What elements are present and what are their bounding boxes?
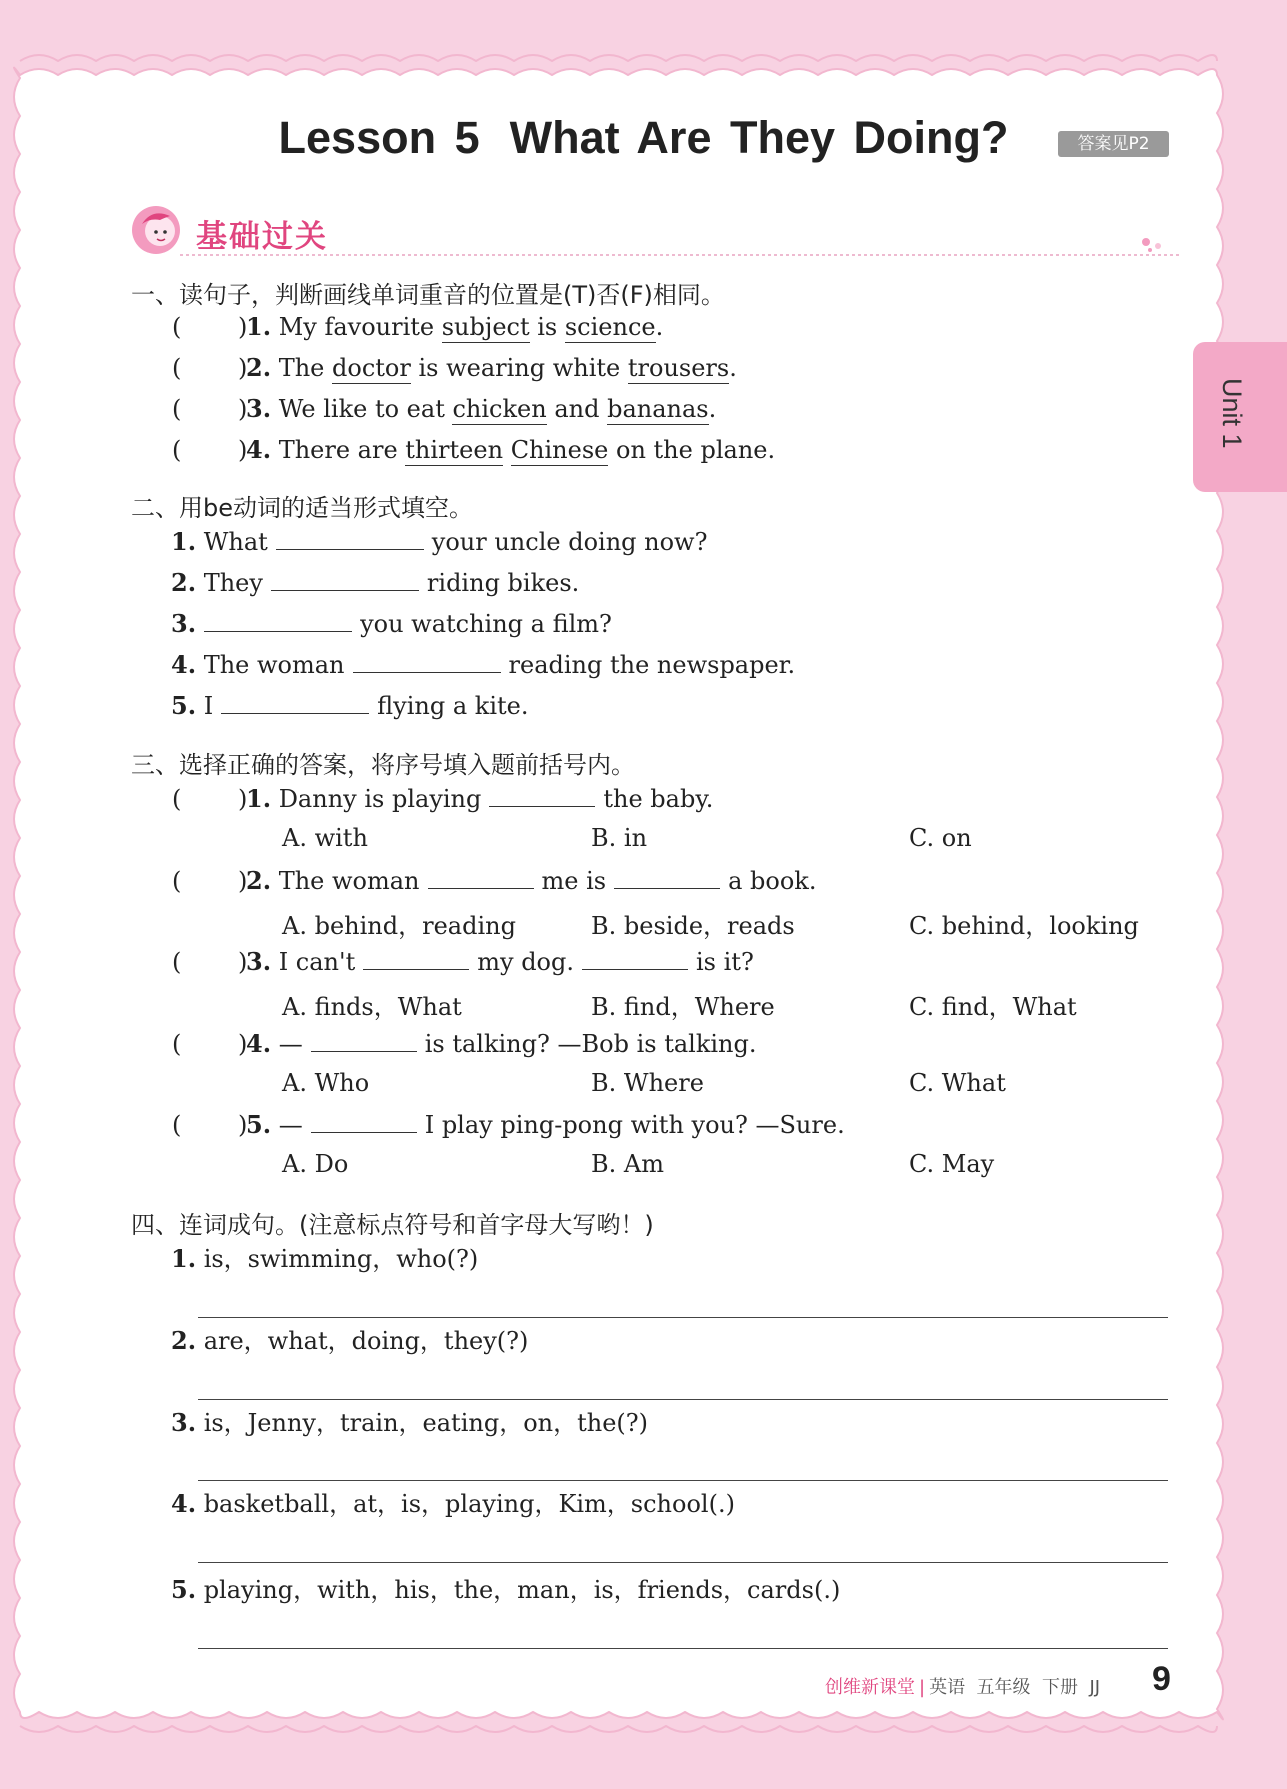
q3-item-2-paren-right: ) <box>238 867 248 895</box>
underlined-word: trousers <box>627 354 730 382</box>
q4-item <box>171 1325 528 1357</box>
answer-writing-line[interactable] <box>198 1562 1168 1563</box>
item-number: 5. <box>171 1575 197 1604</box>
sentence-text: The <box>271 354 332 382</box>
sentence-text: is talking? —Bob is talking. <box>424 1030 757 1058</box>
choice-option[interactable]: B. Where <box>591 1069 704 1097</box>
choice-option[interactable]: B. in <box>591 824 648 852</box>
item-number: 2. <box>246 866 272 895</box>
choice-option[interactable]: A. finds，What <box>282 993 462 1021</box>
item-number: 5. <box>171 691 197 720</box>
q3-item-4-answer-box[interactable] <box>184 1030 234 1060</box>
answer-writing-line[interactable] <box>198 1648 1168 1649</box>
choice-blank[interactable] <box>582 947 688 970</box>
q3-item <box>246 865 816 897</box>
item-number: 2. <box>246 353 272 382</box>
sentence-text: — <box>271 1030 303 1058</box>
item-number: 5. <box>246 1110 272 1139</box>
scrambled-words: is，Jenny，train，eating，on，the(?) <box>196 1409 648 1437</box>
sentence-text: What <box>196 528 268 556</box>
fill-blank[interactable] <box>276 527 424 550</box>
choice-option[interactable]: C. behind，looking <box>909 912 1139 940</box>
item-number: 3. <box>171 609 197 638</box>
q1-item-4-paren-right: ) <box>238 436 248 464</box>
sentence-text <box>503 436 511 464</box>
choice-blank[interactable] <box>489 784 595 807</box>
choice-option[interactable]: A. Who <box>282 1069 370 1097</box>
item-number: 1. <box>171 527 197 556</box>
answer-writing-line[interactable] <box>198 1480 1168 1481</box>
sentence-text: . <box>708 395 717 423</box>
q1-item-2-paren-right: ) <box>238 354 248 382</box>
footer-edition: JJ <box>1089 1677 1101 1698</box>
decorative-dots <box>1140 234 1170 254</box>
choice-blank[interactable] <box>311 1029 417 1052</box>
answer-reference-badge: 答案见P2 <box>1058 131 1169 157</box>
section-title: 基础过关 <box>196 219 328 255</box>
q2-item <box>171 567 579 599</box>
q1-item <box>246 393 716 425</box>
sentence-text: The woman <box>196 651 345 679</box>
wave-border-top <box>20 55 1217 61</box>
underlined-word: bananas <box>607 395 709 423</box>
sentence-text: riding bikes. <box>426 569 580 597</box>
q3-item <box>246 1028 756 1060</box>
q3-item-5-answer-box[interactable] <box>184 1111 234 1141</box>
underlined-word: science <box>564 313 656 341</box>
underlined-word: Chinese <box>510 436 609 464</box>
item-number: 3. <box>171 1408 197 1437</box>
sentence-text: They <box>196 569 263 597</box>
q1-item-1-paren-right: ) <box>238 313 248 341</box>
q3-item-4-paren-left: ( <box>172 1030 182 1058</box>
girl-avatar-icon <box>130 204 186 256</box>
q1-item-4-paren-left: ( <box>172 436 182 464</box>
q3-item-2-paren-left: ( <box>172 867 182 895</box>
item-number: 3. <box>246 947 272 976</box>
q3-item <box>246 783 713 815</box>
section-header <box>130 204 1170 254</box>
answer-writing-line[interactable] <box>198 1399 1168 1400</box>
q1-item <box>246 434 775 466</box>
q4-item <box>171 1574 840 1606</box>
sentence-text: is wearing white <box>410 354 628 382</box>
scrambled-words: are，what，doing，they(?) <box>196 1327 529 1355</box>
unit-tab-label: Unit 1 <box>1217 378 1247 449</box>
q3-item-5-paren-right: ) <box>238 1111 248 1139</box>
wave-border-bottom <box>20 1726 1217 1732</box>
item-number: 4. <box>246 1029 272 1058</box>
q4-item <box>171 1488 735 1520</box>
underlined-word: chicken <box>452 395 547 423</box>
item-number: 3. <box>246 394 272 423</box>
item-number: 4. <box>171 1489 197 1518</box>
q2-item <box>171 649 795 681</box>
footer-grade: 五年级 <box>976 1677 1031 1698</box>
underlined-word: subject <box>441 313 530 341</box>
fill-blank[interactable] <box>204 609 352 632</box>
item-number: 2. <box>171 1326 197 1355</box>
choice-blank[interactable] <box>311 1110 417 1133</box>
choice-option[interactable]: C. What <box>909 1069 1006 1097</box>
sentence-text: your uncle doing now? <box>431 528 708 556</box>
choice-option[interactable]: B. Am <box>591 1150 664 1178</box>
footer-brand: 创维新课堂 <box>825 1677 915 1698</box>
fill-blank[interactable] <box>221 691 369 714</box>
item-number: 2. <box>171 568 197 597</box>
q3-item-3-answer-box[interactable] <box>184 948 234 978</box>
q1-item-3-paren-left: ( <box>172 395 182 423</box>
q3-item-1-paren-left: ( <box>172 785 182 813</box>
answer-writing-line[interactable] <box>198 1317 1168 1318</box>
choice-option[interactable]: A. behind，reading <box>282 912 516 940</box>
choice-option[interactable]: C. on <box>909 824 972 852</box>
sentence-text: on the plane. <box>608 436 776 464</box>
q1-item-3-answer-box[interactable] <box>184 395 234 425</box>
sentence-text: — <box>271 1111 303 1139</box>
sentence-text: and <box>546 395 608 423</box>
q4-heading: 四、连词成句。(注意标点符号和首字母大写哟！) <box>131 1211 654 1239</box>
choice-blank[interactable] <box>363 947 469 970</box>
choice-option[interactable]: A. Do <box>282 1150 349 1178</box>
underlined-word: doctor <box>332 354 411 382</box>
sentence-text: I <box>196 692 214 720</box>
item-number: 1. <box>246 312 272 341</box>
choice-blank[interactable] <box>428 866 534 889</box>
sentence-text: me is <box>541 867 607 895</box>
q1-item-2-paren-left: ( <box>172 354 182 382</box>
section-dotted-divider <box>180 251 1180 259</box>
q2-item <box>171 608 612 640</box>
sentence-text: . <box>729 354 737 382</box>
q3-item-3-paren-left: ( <box>172 948 182 976</box>
sentence-text: is <box>529 313 565 341</box>
lesson-name: What Are They Doing? <box>509 112 1009 163</box>
footer-info: 创维新课堂 | 英语 五年级 下册 JJ <box>825 1677 1101 1698</box>
fill-blank[interactable] <box>353 650 501 673</box>
sentence-text: my dog. <box>477 948 574 976</box>
q1-item-4-answer-box[interactable] <box>184 436 234 466</box>
sentence-text: I can't <box>271 948 356 976</box>
q3-heading: 三、选择正确的答案，将序号填入题前括号内。 <box>131 751 635 779</box>
q1-item-1-answer-box[interactable] <box>184 313 234 343</box>
item-number: 4. <box>246 435 272 464</box>
scrambled-words: is，swimming，who(?) <box>196 1245 479 1273</box>
sentence-text: is it? <box>696 948 754 976</box>
sentence-text: Danny is playing <box>271 785 482 813</box>
q2-item <box>171 690 529 722</box>
q1-item-3-paren-right: ) <box>238 395 248 423</box>
q3-item-2-answer-box[interactable] <box>184 867 234 897</box>
q4-item <box>171 1243 478 1275</box>
sentence-text: a book. <box>728 867 817 895</box>
sentence-text: The woman <box>271 867 420 895</box>
choice-option[interactable]: B. beside，reads <box>591 912 795 940</box>
sentence-text: I play ping-pong with you? —Sure. <box>424 1111 845 1139</box>
sentence-text: you watching a film? <box>360 610 612 638</box>
q2-item <box>171 526 707 558</box>
q1-item <box>246 311 663 343</box>
scrambled-words: playing，with，his，the，man，is，friends，cards(.) <box>196 1576 841 1604</box>
q4-item <box>171 1407 648 1439</box>
sentence-text: My favourite <box>271 313 442 341</box>
q3-item <box>246 1109 845 1141</box>
choice-option[interactable]: A. with <box>282 824 368 852</box>
choice-option[interactable]: C. May <box>909 1150 995 1178</box>
unit-tab <box>1193 342 1287 492</box>
underlined-word: thirteen <box>405 436 504 464</box>
lesson-number: Lesson 5 <box>278 112 480 163</box>
q2-heading: 二、用be动词的适当形式填空。 <box>131 494 473 522</box>
q1-item-2-answer-box[interactable] <box>184 354 234 384</box>
q3-item-4-paren-right: ) <box>238 1030 248 1058</box>
q3-item-1-answer-box[interactable] <box>184 785 234 815</box>
sentence-text: There are <box>271 436 406 464</box>
choice-blank[interactable] <box>614 866 720 889</box>
q3-item-3-paren-right: ) <box>238 948 248 976</box>
fill-blank[interactable] <box>271 568 419 591</box>
item-number: 4. <box>171 650 197 679</box>
q1-item-1-paren-left: ( <box>172 313 182 341</box>
q1-item <box>246 352 737 384</box>
footer-subject: 英语 <box>929 1677 966 1698</box>
q3-item-5-paren-left: ( <box>172 1111 182 1139</box>
scrambled-words: basketball，at，is，playing，Kim，school(.) <box>196 1490 735 1518</box>
choice-option[interactable]: C. find，What <box>909 993 1077 1021</box>
item-number: 1. <box>171 1244 197 1273</box>
q3-item <box>246 946 754 978</box>
item-number: 1. <box>246 784 272 813</box>
page-number: 9 <box>1152 1660 1171 1698</box>
q1-heading: 一、读句子，判断画线单词重音的位置是(T)否(F)相同。 <box>131 281 725 309</box>
sentence-text: flying a kite. <box>377 692 529 720</box>
sentence-text: the baby. <box>603 785 714 813</box>
sentence-text: reading the newspaper. <box>508 651 796 679</box>
choice-option[interactable]: B. find，Where <box>591 993 775 1021</box>
q3-item-1-paren-right: ) <box>238 785 248 813</box>
sentence-text: . <box>655 313 664 341</box>
footer-volume: 下册 <box>1041 1677 1078 1698</box>
sentence-text: We like to eat <box>271 395 453 423</box>
